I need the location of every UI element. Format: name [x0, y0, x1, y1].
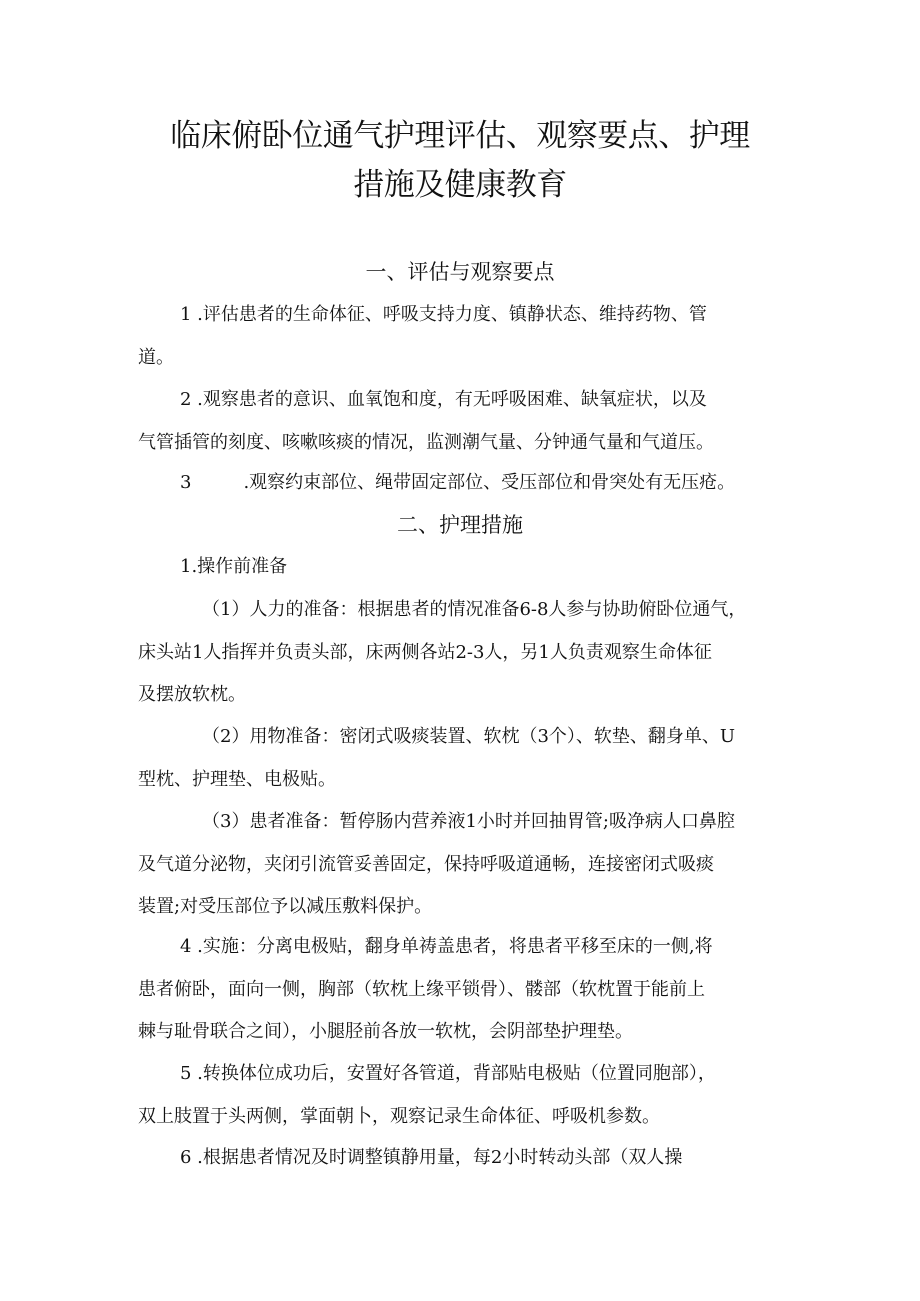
- assessment-item-3-text: .观察约束部位、绳带固定部位、受压部位和骨突处有无压疮。: [243, 472, 736, 493]
- preparation-staff-line-2: 床头站1人指挥并负责头部，床两侧各站2-3人，另1人负责观察生命体征: [138, 641, 712, 663]
- measure-item-6: [138, 1137, 790, 1180]
- assessment-item-1: [138, 294, 790, 379]
- assessment-item-1-line-1: 1 .评估患者的生命体征、呼吸支持力度、镇静状态、维持药物、管: [180, 304, 707, 325]
- preparation-patient-line-1: （3）患者准备：暂停肠内营养液1小时并回抽胃管;吸净病人口鼻腔: [202, 811, 735, 832]
- preparation-title-text: 1.操作前准备: [180, 556, 288, 577]
- measure-item-6-line-1: 6 .根据患者情况及时调整镇静用量，每2小时转动头部（双人操: [180, 1147, 683, 1168]
- assessment-item-3: [138, 462, 790, 505]
- preparation-title: [138, 546, 790, 589]
- preparation-supplies-line-1: （2）用物准备：密闭式吸痰装置、软枕（3个）、软垫、翻身单、U: [202, 726, 736, 747]
- preparation-staff-line-1: （1）人力的准备：根据患者的情况准备6-8人参与协助俯卧位通气，: [202, 599, 747, 620]
- assessment-item-1-line-2: 道。: [138, 346, 174, 368]
- measure-item-5-line-2: 双上肢置于头两侧，掌面朝卜，观察记录生命体征、呼吸机参数。: [138, 1105, 660, 1127]
- section-heading-nursing-measures: 二、护理措施: [397, 513, 523, 537]
- measure-item-4-line-1: 4 .实施：分离电极贴，翻身单祷盖患者，将患者平移至床的一侧,将: [180, 936, 713, 957]
- preparation-supplies-line-2: 型枕、护理垫、电极贴。: [138, 768, 336, 790]
- preparation-supplies: [138, 716, 790, 801]
- assessment-item-2-line-2: 气管插管的刻度、咳嗽咳痰的情况，监测潮气量、分钟通气量和气道压。: [138, 431, 714, 453]
- assessment-item-3-number: 3: [180, 472, 192, 493]
- measure-item-5-line-1: 5 .转换体位成功后，安置好各管道，背部贴电极贴（位置同胞部），: [180, 1063, 716, 1084]
- assessment-item-3-line-1: [138, 462, 790, 505]
- assessment-item-2: [138, 379, 790, 464]
- measure-item-5: [138, 1053, 790, 1138]
- document-title: [100, 112, 820, 210]
- preparation-patient-line-2: 及气道分泌物，夹闭引流管妥善固定，保持呼吸道通畅，连接密闭式吸痰: [138, 853, 714, 875]
- assessment-item-2-line-1: 2 .观察患者的意识、血氧饱和度，有无呼吸困难、缺氧症状，以及: [180, 389, 707, 410]
- title-line-2: 措施及健康教育: [353, 167, 567, 203]
- measure-item-4-line-2: 患者俯卧，面向一侧，胸部（软枕上缘平锁骨）、髅部（软枕置于能前上: [138, 978, 705, 1000]
- title-line-1: 临床俯卧位通气护理评估、观察要点、护理: [170, 118, 750, 154]
- preparation-staff-line-3: 及摆放软枕。: [138, 684, 246, 705]
- preparation-patient-line-3: 装置;对受压部位予以减压敷料保护。: [138, 896, 433, 917]
- preparation-patient: [138, 801, 790, 929]
- measure-item-4-line-3: 棘与耻骨联合之间），小腿胫前各放一软枕，会阴部垫护理垫。: [138, 1021, 633, 1042]
- section-heading-assessment: 一、评估与观察要点: [365, 260, 555, 284]
- measure-item-4: [138, 926, 790, 1054]
- preparation-staff: [138, 589, 790, 717]
